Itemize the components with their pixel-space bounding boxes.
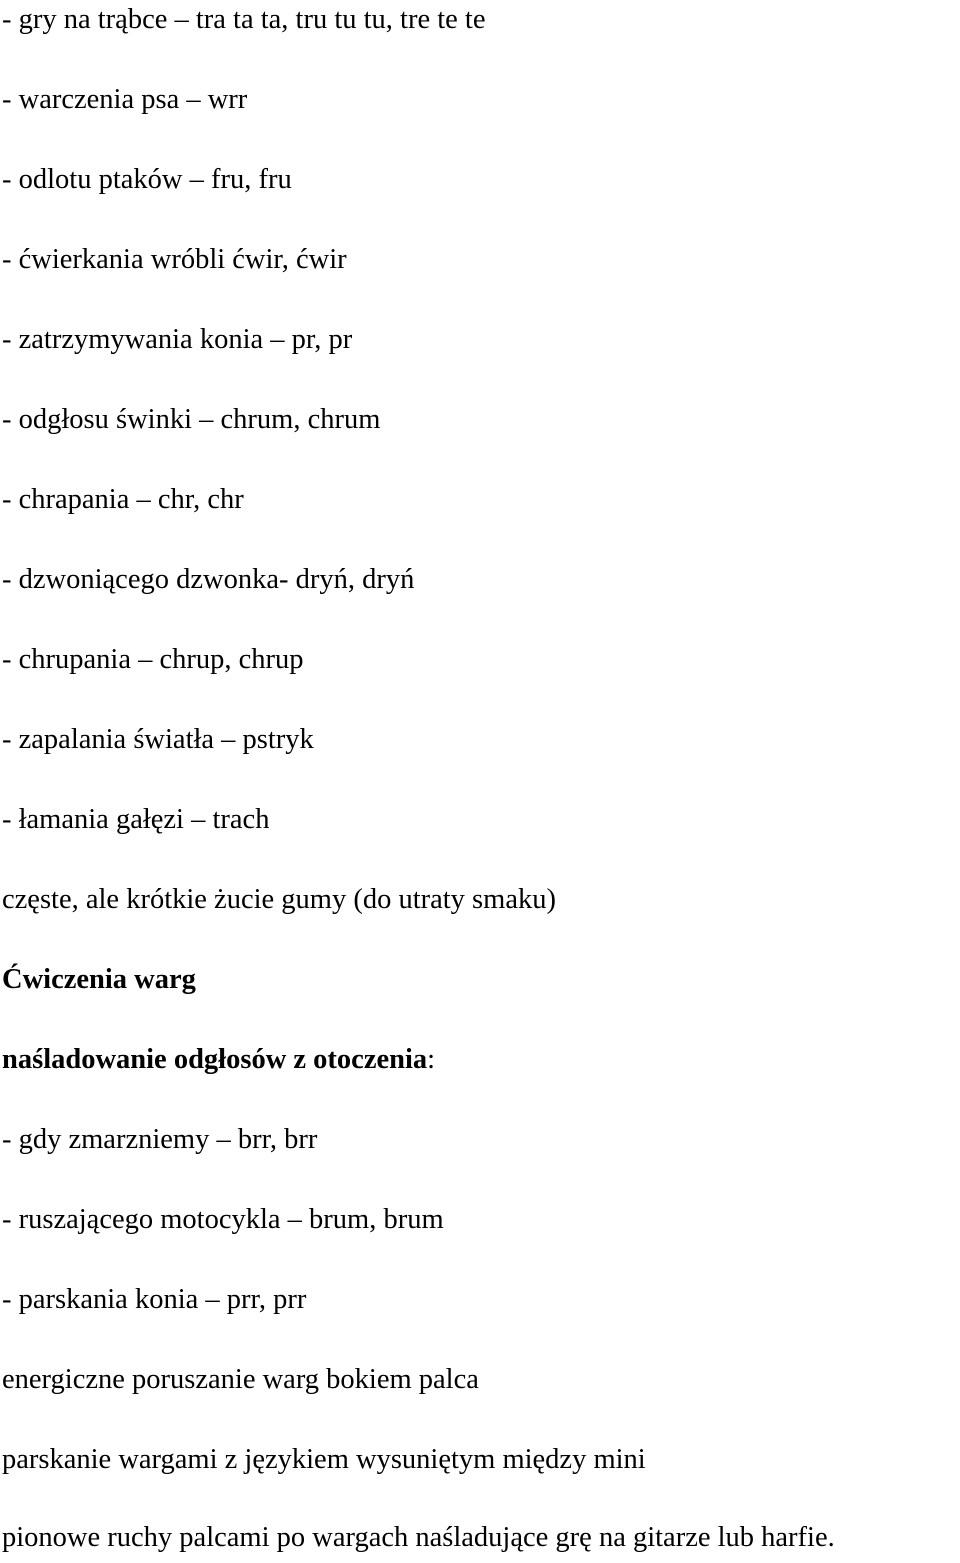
text-line: - chrupania – chrup, chrup	[2, 644, 304, 675]
section-subheading	[2, 1043, 435, 1077]
text-line: - zatrzymywania konia – pr, pr	[2, 324, 353, 355]
text-line: - zapalania światła – pstryk	[2, 724, 314, 755]
text-line: - ruszającego motocykla – brum, brum	[2, 1204, 444, 1235]
text-line: - odlotu ptaków – fru, fru	[2, 164, 292, 195]
text-line: - ćwierkania wróbli ćwir, ćwir	[2, 244, 347, 275]
text-line: - chrapania – chr, chr	[2, 484, 244, 515]
text-line: parskanie wargami z językiem wysuniętym między mini	[2, 1444, 646, 1475]
text-line: - gry na trąbce – tra ta ta, tru tu tu, tre te te	[2, 4, 486, 35]
text-line: - gdy zmarzniemy – brr, brr	[2, 1124, 318, 1155]
subheading-colon: :	[427, 1044, 436, 1075]
text-line: - warczenia psa – wrr	[2, 84, 248, 115]
text-line: - dzwoniącego dzwonka- dryń, dryń	[2, 564, 415, 595]
text-line: - łamania gałęzi – trach	[2, 804, 270, 835]
text-line: częste, ale krótkie żucie gumy (do utraty smaku)	[2, 884, 556, 915]
text-line: energiczne poruszanie warg bokiem palca	[2, 1364, 479, 1395]
section-heading: Ćwiczenia warg	[2, 964, 196, 995]
text-line: pionowe ruchy palcami po wargach naśladujące grę na gitarze lub harfie.	[2, 1522, 835, 1553]
text-line: - odgłosu świnki – chrum, chrum	[2, 404, 381, 435]
text-line: - parskania konia – prr, prr	[2, 1284, 307, 1315]
subheading-text: naśladowanie odgłosów z otoczenia	[2, 1044, 428, 1075]
